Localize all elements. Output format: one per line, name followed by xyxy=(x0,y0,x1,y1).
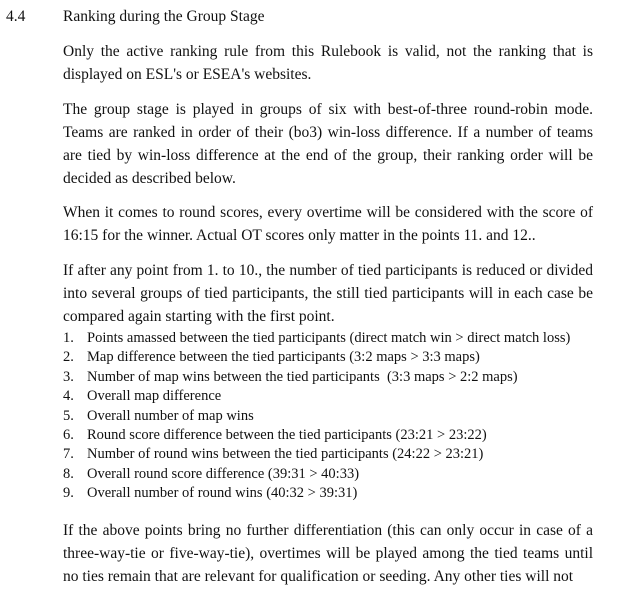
list-item xyxy=(63,445,603,464)
list-item-text: Number of round wins between the tied participants (24:22 > 23:21) xyxy=(87,446,484,463)
list-item xyxy=(63,387,603,406)
paragraph-overtime-tiebreak: If the above points bring no further differentiation (this can only occur in case of a three-way-tie or five-way-tie), overtimes will be played among the tied teams until no ties remain that are relevant for qualification or seeding. Any other ties will not xyxy=(63,522,593,585)
tiebreaker-criteria-list xyxy=(63,329,603,504)
list-item-number: 3. xyxy=(63,368,74,385)
list-item xyxy=(63,426,603,445)
list-item-number: 5. xyxy=(63,407,74,424)
list-item-text: Number of map wins between the tied participants (3:3 maps > 2:2 maps) xyxy=(87,368,518,385)
list-item xyxy=(63,368,603,387)
list-item-text: Overall round score difference (39:31 > 40:33) xyxy=(87,465,360,482)
list-item-text: Map difference between the tied participants (3:2 maps > 3:3 maps) xyxy=(87,349,480,366)
section-title: Ranking during the Group Stage xyxy=(63,8,265,25)
list-item-text: Points amassed between the tied participants (direct match win > direct match loss) xyxy=(87,330,571,346)
list-item-number: 9. xyxy=(63,485,74,502)
list-item-number: 6. xyxy=(63,427,74,444)
section-number: 4.4 xyxy=(6,8,26,25)
paragraph-overtime-scores: When it comes to round scores, every overtime will be considered with the score of 16:15 for the winner. Actual OT scores only matter in the points 11. and 12.. xyxy=(63,204,593,244)
paragraph-active-ranking-rule: Only the active ranking rule from this Rulebook is valid, not the ranking that is displayed on ESL's or ESEA's websites. xyxy=(63,43,593,83)
list-item xyxy=(63,465,603,484)
paragraph-tie-reduction: If after any point from 1. to 10., the number of tied participants is reduced or divided into several groups of tied participants, the still tied participants will in each case be compared again starting with the first point. xyxy=(63,262,593,325)
list-item xyxy=(63,407,603,426)
list-item-number: 8. xyxy=(63,465,74,482)
list-item xyxy=(63,329,603,348)
paragraph-group-stage-format: The group stage is played in groups of six with best-of-three round-robin mode. Teams are ranked in order of their (bo3) win-loss difference. If a number of teams are tied by win-loss difference at the end of the group, their ranking order will be decided as described below. xyxy=(63,101,593,187)
list-item-text: Overall map difference xyxy=(87,388,222,405)
list-item xyxy=(63,484,603,503)
list-item-text: Round score difference between the tied participants (23:21 > 23:22) xyxy=(87,427,487,444)
list-item-number: 7. xyxy=(63,446,74,463)
list-item-text: Overall number of map wins xyxy=(87,407,254,424)
list-item xyxy=(63,348,603,367)
list-item-number: 4. xyxy=(63,388,74,405)
list-item-number: 1. xyxy=(63,330,74,346)
list-item-number: 2. xyxy=(63,349,74,366)
list-item-text: Overall number of round wins (40:32 > 39:31) xyxy=(87,485,358,502)
